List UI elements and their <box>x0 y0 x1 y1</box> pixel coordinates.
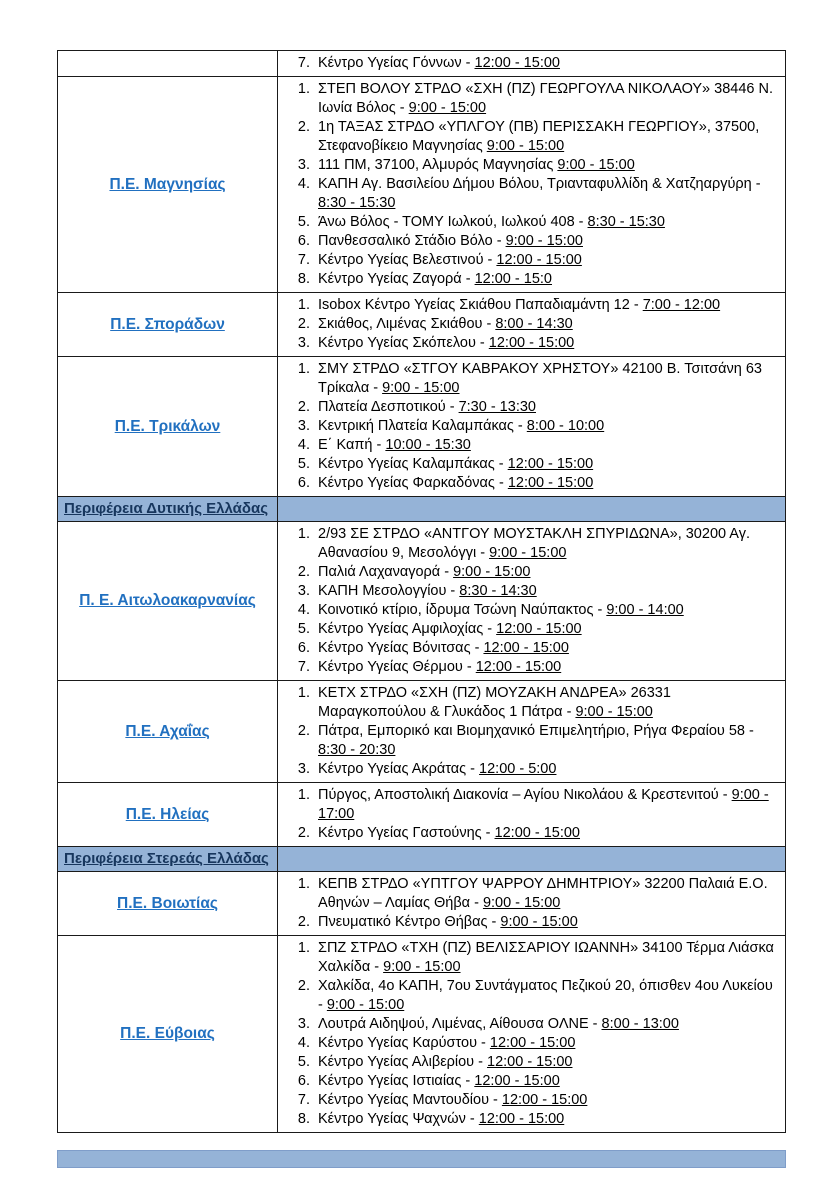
location-item <box>314 251 777 270</box>
location-hours: 9:00 - 15:00 <box>382 380 460 396</box>
location-item <box>314 1053 777 1072</box>
region-cell <box>58 681 278 783</box>
location-text: Πλατεία Δεσποτικού - <box>318 399 459 415</box>
location-item <box>314 1091 777 1110</box>
location-item <box>314 977 777 1015</box>
location-hours: 8:30 - 15:30 <box>318 195 396 211</box>
location-text: Κέντρο Υγείας Αμφιλοχίας - <box>318 621 497 637</box>
region-link[interactable]: Π.Ε. Σποράδων <box>110 315 225 333</box>
location-hours: 9:00 - 15:00 <box>557 157 635 173</box>
location-text: Κέντρο Υγείας Ψαχνών - <box>318 1111 479 1127</box>
region-link[interactable]: Π.Ε. Εύβοιας <box>120 1025 215 1042</box>
location-hours: 9:00 - 15:00 <box>383 959 461 975</box>
locations-cell <box>278 293 786 357</box>
location-item <box>314 582 777 601</box>
location-item <box>314 875 777 913</box>
continuation-header-bar <box>57 1150 786 1168</box>
location-hours: 7:30 - 13:30 <box>458 399 536 415</box>
location-item <box>314 232 777 251</box>
location-text: ΚΕΠΒ ΣΤΡΔΟ «ΥΠΤΓΟΥ ΨΑΡΡΟΥ ΔΗΜΗΤΡΙΟΥ» 32200 Παλαιά Ε.Ο. Αθηνών – Λαμίας Θήβα - <box>318 876 768 911</box>
location-text: Κοινοτικό κτίριο, ίδρυμα Τσώνη Ναύπακτος - <box>318 602 607 618</box>
location-hours: 9:00 - 14:00 <box>606 602 684 618</box>
location-hours: 12:00 - 15:00 <box>507 475 594 491</box>
region-header-spacer <box>278 497 786 522</box>
location-text: Πνευματικό Κέντρο Θήβας - <box>318 914 501 930</box>
region-header-label: Περιφέρεια Στερεάς Ελλάδας <box>64 850 269 867</box>
location-text: Άνω Βόλος - ΤΟΜΥ Ιωλκού, Ιωλκού 408 - <box>318 214 588 230</box>
location-item <box>314 939 777 977</box>
locations-list <box>278 684 777 779</box>
location-text: Κέντρο Υγείας Αλιβερίου - <box>318 1054 488 1070</box>
region-link[interactable]: Π.Ε. Ηλείας <box>125 805 210 823</box>
location-text: Κέντρο Υγείας Θέρμου - <box>318 659 476 675</box>
location-text: Isobox Κέντρο Υγείας Σκιάθου Παπαδιαμάντη 12 - <box>318 297 643 313</box>
location-item <box>314 786 777 824</box>
location-text: Κεντρική Πλατεία Καλαμπάκας - <box>318 418 527 434</box>
location-text: ΚΕΤΧ ΣΤΡΔΟ «ΣΧΗ (ΠΖ) ΜΟΥΖΑΚΗ ΑΝΔΡΕΑ» 26331 Μαραγκοπούλου & Γλυκάδος 1 Πάτρα - <box>318 685 671 720</box>
location-item <box>314 398 777 417</box>
region-header-row <box>58 847 786 872</box>
schedule-row <box>58 293 786 357</box>
location-hours: 12:00 - 15:00 <box>474 1073 560 1089</box>
location-item <box>314 474 777 493</box>
locations-list <box>278 296 777 353</box>
location-hours: 9:00 - 15:00 <box>482 895 561 911</box>
location-hours: 12:00 - 15:00 <box>475 659 562 675</box>
location-hours: 9:00 - 15:00 <box>453 564 531 580</box>
location-item <box>314 417 777 436</box>
location-text: Κέντρο Υγείας Φαρκαδόνας - <box>318 475 508 491</box>
location-hours: 12:00 - 5:00 <box>479 761 557 777</box>
location-hours: 12:00 - 15:00 <box>474 55 560 71</box>
location-text: Παλιά Λαχαναγορά - <box>318 564 454 580</box>
location-hours: 9:00 - 15:00 <box>326 997 405 1013</box>
location-hours: 12:00 - 15:00 <box>496 621 582 637</box>
location-item <box>314 436 777 455</box>
location-item <box>314 824 777 843</box>
locations-cell <box>278 522 786 681</box>
schedule-row <box>58 51 786 77</box>
locations-cell <box>278 936 786 1133</box>
location-item <box>314 1072 777 1091</box>
region-cell <box>58 872 278 936</box>
location-text: Κέντρο Υγείας Γόννων - <box>318 55 475 71</box>
location-text: Ε΄ Καπή - <box>318 437 386 453</box>
region-link[interactable]: Π.Ε. Αχαΐας <box>125 722 210 740</box>
schedule-row <box>58 872 786 936</box>
location-text: 111 ΠΜ, 37100, Αλμυρός Μαγνησίας <box>318 157 558 173</box>
locations-cell <box>278 783 786 847</box>
location-text: Κέντρο Υγείας Μαντουδίου - <box>318 1092 502 1108</box>
location-item <box>314 455 777 474</box>
location-item <box>314 722 777 760</box>
location-hours: 12:00 - 15:00 <box>487 1054 573 1070</box>
region-link[interactable]: Π. Ε. Αιτωλοακαρνανίας <box>79 592 256 609</box>
location-item <box>314 601 777 620</box>
location-text: Πανθεσσαλικό Στάδιο Βόλο - <box>318 233 506 249</box>
location-hours: 10:00 - 15:30 <box>385 437 471 453</box>
location-item <box>314 760 777 779</box>
region-header-cell <box>58 847 278 872</box>
location-hours: 9:00 - 15:00 <box>505 233 583 249</box>
locations-list <box>278 360 777 493</box>
location-text: Χαλκίδα, 4ο ΚΑΠΗ, 7ου Συντάγματος Πεζικού 20, όπισθεν 4ου Λυκείου - <box>318 978 773 1013</box>
schedule-row <box>58 522 786 681</box>
location-item <box>314 270 777 289</box>
region-header-label: Περιφέρεια Δυτικής Ελλάδας <box>64 500 269 517</box>
location-text: ΣΠΖ ΣΤΡΔΟ «ΤΧΗ (ΠΖ) ΒΕΛΙΣΣΑΡΙΟΥ ΙΩΑΝΝΗ» 34100 Τέρμα Λιάσκα Χαλκίδα - <box>318 940 774 975</box>
region-link[interactable]: Π.Ε. Μαγνησίας <box>109 175 226 193</box>
region-header-spacer <box>278 847 786 872</box>
location-text: Κέντρο Υγείας Ζαγορά - <box>318 271 475 287</box>
location-text: Κέντρο Υγείας Γαστούνης - <box>318 825 495 841</box>
region-header-cell <box>58 497 278 522</box>
location-item <box>314 563 777 582</box>
location-item <box>314 334 777 353</box>
location-item <box>314 620 777 639</box>
location-hours: 12:00 - 15:00 <box>496 252 582 268</box>
region-link[interactable]: Π.Ε. Βοιωτίας <box>117 894 218 912</box>
location-hours: 12:00 - 15:0 <box>474 271 552 287</box>
location-hours: 12:00 - 15:00 <box>507 456 594 472</box>
region-cell <box>58 357 278 497</box>
location-hours: 12:00 - 15:00 <box>494 825 580 841</box>
location-text: Λουτρά Αιδηψού, Λιμένας, Αίθουσα ΟΛΝΕ - <box>318 1016 602 1032</box>
schedule-row <box>58 357 786 497</box>
location-text: Κέντρο Υγείας Ακράτας - <box>318 761 480 777</box>
location-hours: 8:00 - 13:00 <box>601 1016 679 1032</box>
location-hours: 12:00 - 15:00 <box>488 335 575 351</box>
location-text: Πύργος, Αποστολική Διακονία – Αγίου Νικολάου & Κρεστενιτού - <box>318 787 732 803</box>
locations-cell <box>278 872 786 936</box>
locations-cell <box>278 77 786 293</box>
region-cell <box>58 936 278 1133</box>
location-item <box>314 1110 777 1129</box>
location-item <box>314 213 777 232</box>
location-item <box>314 156 777 175</box>
region-cell <box>58 51 278 77</box>
location-item <box>314 296 777 315</box>
schedule-row <box>58 77 786 293</box>
location-text: Κέντρο Υγείας Βόνιτσας - <box>318 640 484 656</box>
region-link[interactable]: Π.Ε. Τρικάλων <box>114 417 221 435</box>
location-hours: 8:00 - 10:00 <box>526 418 605 434</box>
location-hours: 12:00 - 15:00 <box>483 640 569 656</box>
location-item <box>314 1015 777 1034</box>
location-text: Κέντρο Υγείας Καλαμπάκας - <box>318 456 508 472</box>
locations-list <box>278 80 777 289</box>
location-hours: 9:00 - 15:00 <box>489 545 567 561</box>
location-item <box>314 913 777 932</box>
locations-list <box>278 525 777 677</box>
region-cell <box>58 293 278 357</box>
location-hours: 12:00 - 15:00 <box>478 1111 565 1127</box>
location-item <box>314 175 777 213</box>
location-text: Κέντρο Υγείας Σκόπελου - <box>318 335 489 351</box>
location-item <box>314 315 777 334</box>
location-text: ΚΑΠΗ Αγ. Βασιλείου Δήμου Βόλου, Τριανταφυλλίδη & Χατζηαργύρη - <box>318 176 761 192</box>
location-hours: 8:30 - 15:30 <box>587 214 665 230</box>
location-text: Κέντρο Υγείας Βελεστινού - <box>318 252 497 268</box>
region-cell <box>58 77 278 293</box>
locations-cell <box>278 681 786 783</box>
location-text: ΣΜΥ ΣΤΡΔΟ «ΣΤΓΟΥ ΚΑΒΡΑΚΟΥ ΧΡΗΣΤΟΥ» 42100 Β. Τσιτσάνη 63 Τρίκαλα - <box>318 361 762 396</box>
region-header-row <box>58 497 786 522</box>
location-item <box>314 684 777 722</box>
location-text: 2/93 ΣΕ ΣΤΡΔΟ «ΑΝΤΓΟΥ ΜΟΥΣΤΑΚΛΗ ΣΠΥΡΙΔΩΝΑ», 30200 Αγ. Αθανασίου 9, Μεσολόγγι - <box>318 526 750 561</box>
location-text: Κέντρο Υγείας Καρύστου - <box>318 1035 490 1051</box>
location-text: Σκιάθος, Λιμένας Σκιάθου - <box>318 316 496 332</box>
location-hours: 8:30 - 14:30 <box>459 583 537 599</box>
location-hours: 9:00 - 15:00 <box>408 100 487 116</box>
schedule-row <box>58 783 786 847</box>
location-text: Κέντρο Υγείας Ιστιαίας - <box>318 1073 475 1089</box>
location-item <box>314 54 777 73</box>
location-item <box>314 1034 777 1053</box>
locations-list <box>278 54 777 73</box>
location-item <box>314 360 777 398</box>
region-cell <box>58 522 278 681</box>
region-cell <box>58 783 278 847</box>
locations-list <box>278 786 777 843</box>
locations-list <box>278 875 777 932</box>
location-hours: 12:00 - 15:00 <box>501 1092 588 1108</box>
schedule-row <box>58 681 786 783</box>
location-hours: 12:00 - 15:00 <box>489 1035 576 1051</box>
location-hours: 7:00 - 12:00 <box>642 297 721 313</box>
location-item <box>314 658 777 677</box>
schedule-table-body <box>58 51 786 1133</box>
location-hours: 9:00 - 15:00 <box>486 138 565 154</box>
location-hours: 9:00 - 15:00 <box>500 914 578 930</box>
location-text: ΚΑΠΗ Μεσολογγίου - <box>318 583 460 599</box>
location-item <box>314 118 777 156</box>
location-text: ΣΤΕΠ ΒΟΛΟΥ ΣΤΡΔΟ «ΣΧΗ (ΠΖ) ΓΕΩΡΓΟΥΛΑ ΝΙΚΟΛΑΟΥ» 38446 Ν. Ιωνία Βόλος - <box>318 81 773 116</box>
location-hours: 9:00 - 17:00 <box>318 787 769 822</box>
location-item <box>314 525 777 563</box>
location-item <box>314 80 777 118</box>
schedule-row <box>58 936 786 1133</box>
schedule-table <box>57 50 786 1133</box>
location-item <box>314 639 777 658</box>
location-text: Πάτρα, Εμπορικό και Βιομηχανικό Επιμελητήριο, Ρήγα Φεραίου 58 - <box>318 723 754 739</box>
location-hours: 8:00 - 14:30 <box>495 316 573 332</box>
location-hours: 8:30 - 20:30 <box>318 742 396 758</box>
location-text: 1η ΤΑΞΑΣ ΣΤΡΔΟ «ΥΠΛΓΟΥ (ΠΒ) ΠΕΡΙΣΣΑΚΗ ΓΕΩΡΓΙΟΥ», 37500, Στεφανοβίκειο Μαγνησίας <box>318 119 760 154</box>
locations-cell <box>278 51 786 77</box>
locations-list <box>278 939 777 1129</box>
location-hours: 9:00 - 15:00 <box>575 704 653 720</box>
locations-cell <box>278 357 786 497</box>
